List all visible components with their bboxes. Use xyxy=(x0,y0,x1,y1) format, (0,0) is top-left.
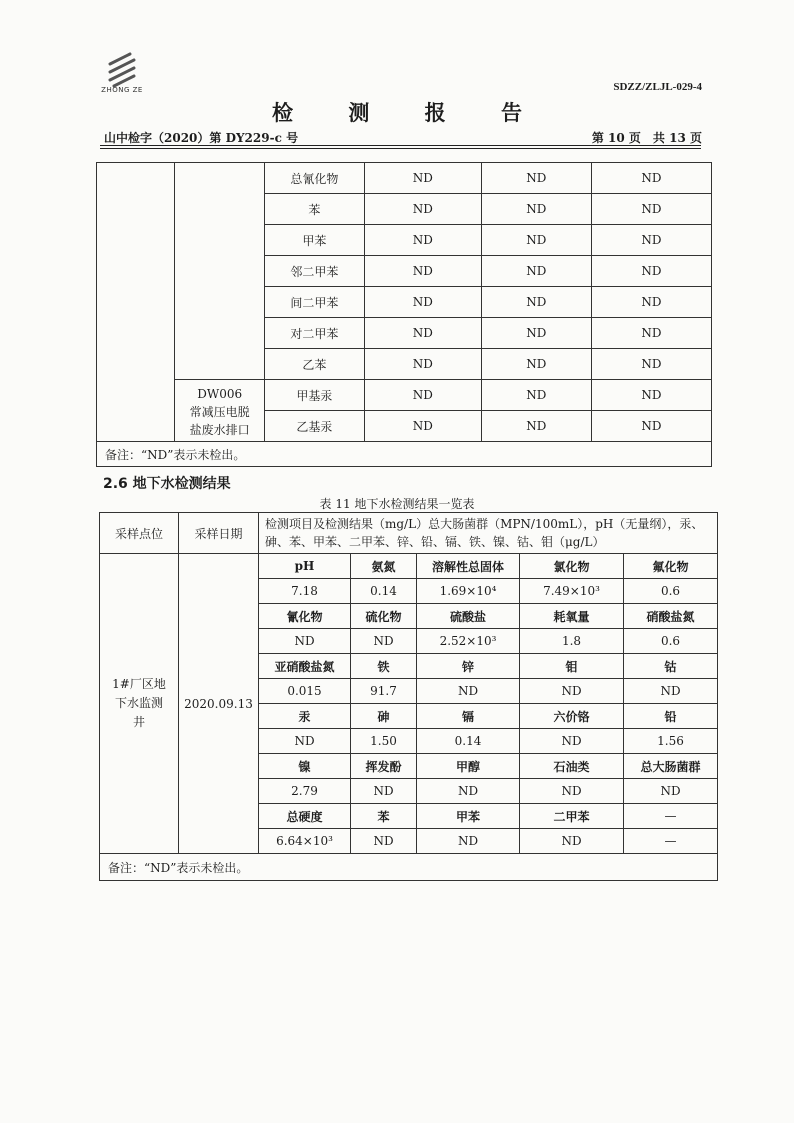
param-value: ND xyxy=(624,679,718,704)
param-name: 六价铬 xyxy=(520,704,624,729)
result-cell: ND xyxy=(591,163,711,194)
param-value: 2.79 xyxy=(259,779,351,804)
table-row xyxy=(97,163,712,194)
empty-cell xyxy=(175,163,265,380)
param-name: 镍 xyxy=(259,754,351,779)
param-name: 氟化物 xyxy=(624,554,718,579)
station-line: 常减压电脱 xyxy=(189,405,250,419)
groundwater-results-table xyxy=(99,512,718,881)
table-row xyxy=(97,380,712,411)
param-name: 砷 xyxy=(351,704,417,729)
sampling-site xyxy=(100,554,179,854)
document-code: SDZZ/ZLJL-029-4 xyxy=(613,81,702,93)
result-cell: ND xyxy=(481,225,591,256)
test-item: 苯 xyxy=(264,194,364,225)
param-name: 汞 xyxy=(259,704,351,729)
param-name: 硝酸盐氮 xyxy=(624,604,718,629)
param-value: 0.6 xyxy=(624,579,718,604)
test-item: 甲苯 xyxy=(264,225,364,256)
sampling-station xyxy=(175,380,265,442)
param-value: 1.69×10⁴ xyxy=(417,579,520,604)
param-value: 7.18 xyxy=(259,579,351,604)
param-name: 溶解性总固体 xyxy=(417,554,520,579)
param-name: 钼 xyxy=(520,654,624,679)
param-name: 苯 xyxy=(351,804,417,829)
param-name: 甲苯 xyxy=(417,804,520,829)
param-name: 铅 xyxy=(624,704,718,729)
test-item: 总氰化物 xyxy=(264,163,364,194)
param-name: 氨氮 xyxy=(351,554,417,579)
param-value: ND xyxy=(520,779,624,804)
empty-cell xyxy=(97,163,175,442)
test-item: 乙苯 xyxy=(264,349,364,380)
result-cell: ND xyxy=(481,349,591,380)
page-info: 第 10 页 共 13 页 xyxy=(591,131,702,145)
test-item: 间二甲苯 xyxy=(264,287,364,318)
section-title: 2.6 地下水检测结果 xyxy=(103,476,231,492)
column-header-date: 采样日期 xyxy=(179,513,259,554)
param-value: ND xyxy=(259,629,351,654)
station-line: DW006 xyxy=(197,387,243,401)
site-line: 井 xyxy=(132,715,145,729)
param-value: 1.8 xyxy=(520,629,624,654)
param-name: 二甲苯 xyxy=(520,804,624,829)
report-number: 山中检字（2020）第 DY229-c 号 xyxy=(104,131,299,145)
result-cell: ND xyxy=(481,287,591,318)
result-cell: ND xyxy=(591,194,711,225)
station-line: 盐废水排口 xyxy=(189,423,250,437)
test-item: 对二甲苯 xyxy=(264,318,364,349)
result-cell: ND xyxy=(591,256,711,287)
result-cell: ND xyxy=(364,380,481,411)
param-name: 硫酸盐 xyxy=(417,604,520,629)
param-name: 总硬度 xyxy=(259,804,351,829)
test-item: 邻二甲苯 xyxy=(264,256,364,287)
param-value: 1.56 xyxy=(624,729,718,754)
column-header-site: 采样点位 xyxy=(100,513,179,554)
site-line: 下水监测 xyxy=(114,696,163,710)
note-row xyxy=(97,442,712,467)
result-cell: ND xyxy=(364,411,481,442)
param-name: 总大肠菌群 xyxy=(624,754,718,779)
param-name: 钴 xyxy=(624,654,718,679)
param-name: 铁 xyxy=(351,654,417,679)
param-value: ND xyxy=(351,829,417,854)
site-line: 1#厂区地 xyxy=(112,677,166,691)
note-row xyxy=(100,854,718,881)
param-value: 0.14 xyxy=(417,729,520,754)
header-row xyxy=(100,513,718,554)
param-value: ND xyxy=(520,729,624,754)
param-name: 锌 xyxy=(417,654,520,679)
result-cell: ND xyxy=(591,349,711,380)
result-cell: ND xyxy=(364,287,481,318)
result-cell: ND xyxy=(364,349,481,380)
param-value: 0.14 xyxy=(351,579,417,604)
param-value: 0.6 xyxy=(624,629,718,654)
sampling-date: 2020.09.13 xyxy=(179,554,259,854)
param-value: ND xyxy=(520,829,624,854)
param-name: 挥发酚 xyxy=(351,754,417,779)
result-cell: ND xyxy=(364,225,481,256)
param-value: 7.49×10³ xyxy=(520,579,624,604)
result-cell: ND xyxy=(364,194,481,225)
param-value: 1.50 xyxy=(351,729,417,754)
param-name: 甲醇 xyxy=(417,754,520,779)
param-value: ND xyxy=(417,679,520,704)
param-name: 氰化物 xyxy=(259,604,351,629)
param-value: 6.64×10³ xyxy=(259,829,351,854)
param-value: ND xyxy=(259,729,351,754)
param-value: ND xyxy=(417,779,520,804)
result-cell: ND xyxy=(481,256,591,287)
result-cell: ND xyxy=(364,163,481,194)
param-value: ND xyxy=(624,779,718,804)
table-note: 备注：“ND”表示未检出。 xyxy=(100,854,718,881)
param-name: 亚硝酸盐氮 xyxy=(259,654,351,679)
param-value: ND xyxy=(417,829,520,854)
result-cell: ND xyxy=(364,256,481,287)
result-cell: ND xyxy=(481,194,591,225)
result-cell: ND xyxy=(481,380,591,411)
result-cell: ND xyxy=(481,318,591,349)
param-name: 氯化物 xyxy=(520,554,624,579)
test-item: 乙基汞 xyxy=(264,411,364,442)
header-rule-double xyxy=(100,148,701,149)
result-cell: ND xyxy=(591,287,711,318)
result-cell: ND xyxy=(364,318,481,349)
logo-text: ZHONG ZE xyxy=(101,86,143,94)
param-value: — xyxy=(624,829,718,854)
param-value: 2.52×10³ xyxy=(417,629,520,654)
table-note: 备注：“ND”表示未检出。 xyxy=(97,442,712,467)
param-name: — xyxy=(624,804,718,829)
result-cell: ND xyxy=(591,225,711,256)
result-cell: ND xyxy=(591,411,711,442)
document-title: 检 测 报 告 xyxy=(272,101,546,125)
test-item: 甲基汞 xyxy=(264,380,364,411)
column-header-items: 检测项目及检测结果（mg/L）总大肠菌群（MPN/100mL），pH（无量纲），汞、砷、苯、甲苯、二甲苯、锌、铅、镉、铁、镍、钴、钼（μg/L） xyxy=(259,513,718,554)
result-cell: ND xyxy=(591,380,711,411)
param-value: 0.015 xyxy=(259,679,351,704)
param-value: ND xyxy=(520,679,624,704)
result-cell: ND xyxy=(481,411,591,442)
table-row xyxy=(100,554,718,579)
param-name: 耗氧量 xyxy=(520,604,624,629)
param-value: 91.7 xyxy=(351,679,417,704)
param-name: 硫化物 xyxy=(351,604,417,629)
param-value: ND xyxy=(351,629,417,654)
param-name: 石油类 xyxy=(520,754,624,779)
header-rule xyxy=(100,145,701,146)
result-cell: ND xyxy=(591,318,711,349)
param-value: ND xyxy=(351,779,417,804)
param-name: pH xyxy=(259,554,351,579)
param-name: 镉 xyxy=(417,704,520,729)
table-caption: 表 11 地下水检测结果一览表 xyxy=(319,497,475,511)
result-cell: ND xyxy=(481,163,591,194)
wastewater-results-table xyxy=(96,162,712,467)
